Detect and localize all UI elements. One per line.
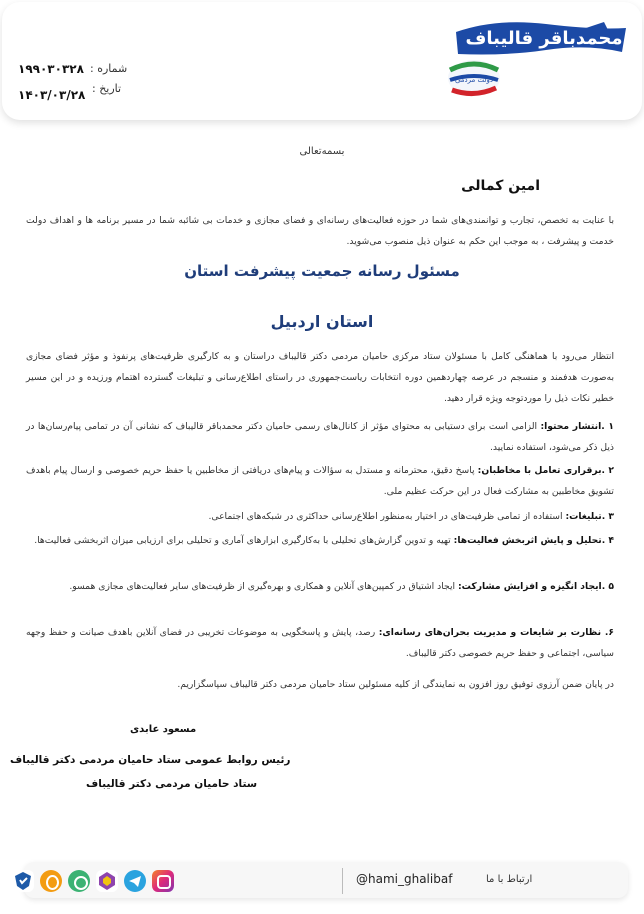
bismillah: بسمه‌تعالی	[299, 146, 345, 157]
list-item	[26, 460, 614, 502]
bale-icon[interactable]	[68, 870, 90, 892]
footer	[0, 856, 644, 906]
list-item	[26, 506, 614, 527]
item-heading: ۳ .تبلیغات:	[565, 511, 614, 522]
list-item	[26, 622, 614, 664]
item-text: الزامی است برای دستیابی به محتوای مؤثر از کانال‌های رسمی حامیان دکتر محمدباقر قالیباف که نشانی آن در تمامی پیام‌رسان‌ها در ذیل ذکر می‌شود، استفاده نمایید.	[26, 421, 614, 453]
item-heading: ۵ .ایجاد انگیزه و افزایش مشارکت:	[457, 581, 614, 592]
closing-paragraph: در پایان ضمن آرزوی توفیق روز افزون به نمایندگی از کلیه مسئولین ستاد حامیان مردمی دکتر قالیباف سپاسگزاریم.	[177, 679, 614, 690]
soroush-icon[interactable]	[12, 870, 34, 892]
list-item	[26, 416, 614, 458]
item-heading: ۴ .تحلیل و پایش اثربخش فعالیت‌ها:	[453, 535, 614, 546]
contact-label: ارتباط با ما	[486, 874, 533, 885]
instagram-icon[interactable]	[152, 870, 174, 892]
signatory-name: مسعود عابدی	[130, 724, 197, 735]
logo-subtext: دولت مردمی	[454, 76, 494, 84]
campaign-logo	[436, 14, 636, 110]
number-value: ۱۹۹۰۳۰۳۲۸	[18, 62, 84, 76]
item-text: تهیه و تدوین گزارش‌های تحلیلی با به‌کارگیری ابزارهای آماری و تحلیلی برای ارزیابی میزان اثربخشی فعالیت‌ها.	[34, 535, 454, 546]
social-handle[interactable]: @hami_ghalibaf	[356, 872, 453, 886]
eitaa-icon[interactable]	[40, 870, 62, 892]
item-heading: ۱ .انتشار محتوا:	[540, 421, 615, 432]
position-title: مسئول رسانه جمعیت پیشرفت استان	[184, 262, 460, 280]
letterhead	[2, 2, 642, 120]
signatory-role: رئیس روابط عمومی ستاد حامیان مردمی دکتر قالیباف	[10, 754, 291, 766]
list-item	[26, 530, 614, 551]
item-text: رصد، پایش و پاسخگویی به موضوعات تخریبی در فضای آنلاین باهدف صیانت و حفظ وجهه سیاسی، اجتماعی و حفظ حریم خصوصی دکتر قالیباف.	[26, 627, 614, 659]
expectation-paragraph: انتظار می‌رود با هماهنگی کامل با مسئولان ستاد مرکزی حامیان مردمی دکتر قالیباف دراستان و به کارگیری ظرفیت‌های پرنفوذ و مؤثر فضای مجازی به‌صورت هدفمند و منسجم در عرصه چهاردهمین دوره انتخابات ریاست‌جمهوری در راستای اطلاع‌رسانی و تبلیغات گسترده اهتمام ورزیده و در این مسیر خطیر نکات ذیل را موردتوجه ویژه قرار دهید.	[26, 351, 614, 404]
telegram-icon[interactable]	[124, 870, 146, 892]
recipient-name: امین کمالی	[461, 178, 540, 194]
date-value: ۱۴۰۳/۰۳/۲۸	[18, 88, 86, 102]
item-text: ایجاد اشتیاق در کمپین‌های آنلاین و همکاری و بهره‌گیری از ظرفیت‌های سایر فعالیت‌های مجازی همسو.	[69, 581, 458, 592]
item-heading: ۲ .برقراری تعامل با مخاطبان:	[477, 465, 614, 476]
item-heading: ۶. نظارت بر شایعات و مدیریت بحران‌های رسانه‌ای:	[378, 627, 614, 638]
list-item	[26, 576, 614, 597]
province-title: استان اردبیل	[270, 312, 374, 331]
date-label: تاریخ :	[92, 82, 122, 95]
divider	[342, 868, 343, 894]
number-label: شماره :	[90, 62, 128, 75]
logo-text: محمدباقر قالیباف	[465, 28, 623, 49]
signatory-org: ستاد حامیان مردمی دکتر قالیباف	[86, 778, 258, 790]
item-text: پاسخ دقیق، محترمانه و مستدل به سؤالات و پیام‌های دریافتی از مخاطبین یا حفظ حریم خصوصی و ارسال پیام باهدف تشویق مخاطبین به مشارکت فعال در این حرکت عظیم ملی.	[26, 465, 614, 497]
intro-paragraph: با عنایت به تخصص، تجارب و توانمندی‌های شما در حوزه فعالیت‌های رسانه‌ای و فضای مجازی و خدمات بی شائبه شما در مسیر برنامه ها و اهداف دولت خدمت و پیشرفت ، به موجب این حکم به عنوان ذیل منصوب می‌شوید.	[26, 215, 614, 247]
rubika-icon[interactable]	[96, 870, 118, 892]
item-text: استفاده از تمامی ظرفیت‌های در اختیار به‌منظور اطلاع‌رسانی حداکثری در شبکه‌های اجتماعی.	[208, 511, 566, 522]
